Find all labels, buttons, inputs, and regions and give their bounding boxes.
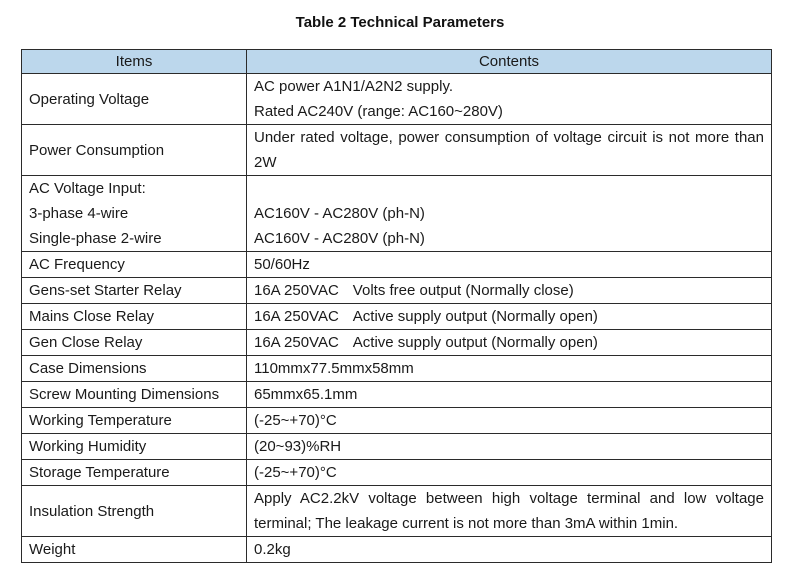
table-row-operating-voltage: [22, 74, 772, 125]
contents-cell: [247, 176, 772, 252]
item-line: 3-phase 4-wire: [29, 205, 129, 222]
item-cell: Working Humidity: [22, 434, 247, 460]
item-cell: Insulation Strength: [22, 486, 247, 537]
contents-line-empty: [254, 176, 764, 201]
item-cell: Weight: [22, 537, 247, 563]
table-row-screw-mounting-dimensions: [22, 382, 772, 408]
contents-cell: 65mmx65.1mm: [247, 382, 772, 408]
contents-cell: [247, 330, 772, 356]
item-cell: Gen Close Relay: [22, 330, 247, 356]
table-row-insulation-strength: [22, 486, 772, 537]
relay-output: Active supply output (Normally open): [352, 334, 598, 351]
table-row-ac-voltage-input: [22, 176, 772, 252]
contents-cell: (-25~+70)°C: [247, 408, 772, 434]
contents-text: Under rated voltage, power consumption of voltage circuit is not more than 2W: [254, 129, 764, 171]
item-cell: Storage Temperature: [22, 460, 247, 486]
table-title: Table 2 Technical Parameters: [295, 14, 505, 31]
table-header-row: [22, 50, 772, 74]
table-row-power-consumption: [22, 125, 772, 176]
item-line: AC Voltage Input:: [29, 180, 146, 197]
item-cell: Power Consumption: [22, 125, 247, 176]
contents-text: Apply AC2.2kV voltage between high voltage terminal and low voltage terminal; The leakage current is not more than 3mA within 1min.: [254, 490, 764, 532]
relay-rating: 16A 250VAC: [254, 308, 339, 325]
item-cell: Case Dimensions: [22, 356, 247, 382]
contents-line: AC160V - AC280V (ph-N): [254, 230, 425, 247]
table-row-case-dimensions: [22, 356, 772, 382]
contents-cell: [247, 304, 772, 330]
table-row-gens-set-starter-relay: [22, 278, 772, 304]
contents-cell: [247, 486, 772, 537]
contents-cell: 110mmx77.5mmx58mm: [247, 356, 772, 382]
column-header-items: Items: [22, 50, 247, 74]
item-cell: [22, 176, 247, 252]
table-row-mains-close-relay: [22, 304, 772, 330]
item-line: Single-phase 2-wire: [29, 230, 162, 247]
contents-cell: [247, 125, 772, 176]
table-row-gen-close-relay: [22, 330, 772, 356]
contents-cell: 50/60Hz: [247, 252, 772, 278]
contents-cell: [247, 278, 772, 304]
table-row-working-temperature: [22, 408, 772, 434]
item-cell: Working Temperature: [22, 408, 247, 434]
column-header-contents: Contents: [247, 50, 772, 74]
technical-parameters-table: [21, 49, 772, 563]
relay-output: Active supply output (Normally open): [352, 308, 598, 325]
contents-cell: [247, 74, 772, 125]
relay-rating: 16A 250VAC: [254, 334, 339, 351]
table-row-working-humidity: [22, 434, 772, 460]
contents-line: AC160V - AC280V (ph-N): [254, 205, 425, 222]
contents-cell: (-25~+70)°C: [247, 460, 772, 486]
contents-cell: 0.2kg: [247, 537, 772, 563]
table-row-storage-temperature: [22, 460, 772, 486]
contents-line: AC power A1N1/A2N2 supply.: [254, 78, 453, 95]
item-cell: Mains Close Relay: [22, 304, 247, 330]
table-row-ac-frequency: [22, 252, 772, 278]
contents-line: Rated AC240V (range: AC160~280V): [254, 103, 503, 120]
item-cell: Screw Mounting Dimensions: [22, 382, 247, 408]
item-cell: AC Frequency: [22, 252, 247, 278]
table-row-weight: [22, 537, 772, 563]
item-cell: Operating Voltage: [22, 74, 247, 125]
relay-rating: 16A 250VAC: [254, 282, 339, 299]
item-cell: Gens-set Starter Relay: [22, 278, 247, 304]
relay-output: Volts free output (Normally close): [352, 282, 574, 299]
contents-cell: (20~93)%RH: [247, 434, 772, 460]
